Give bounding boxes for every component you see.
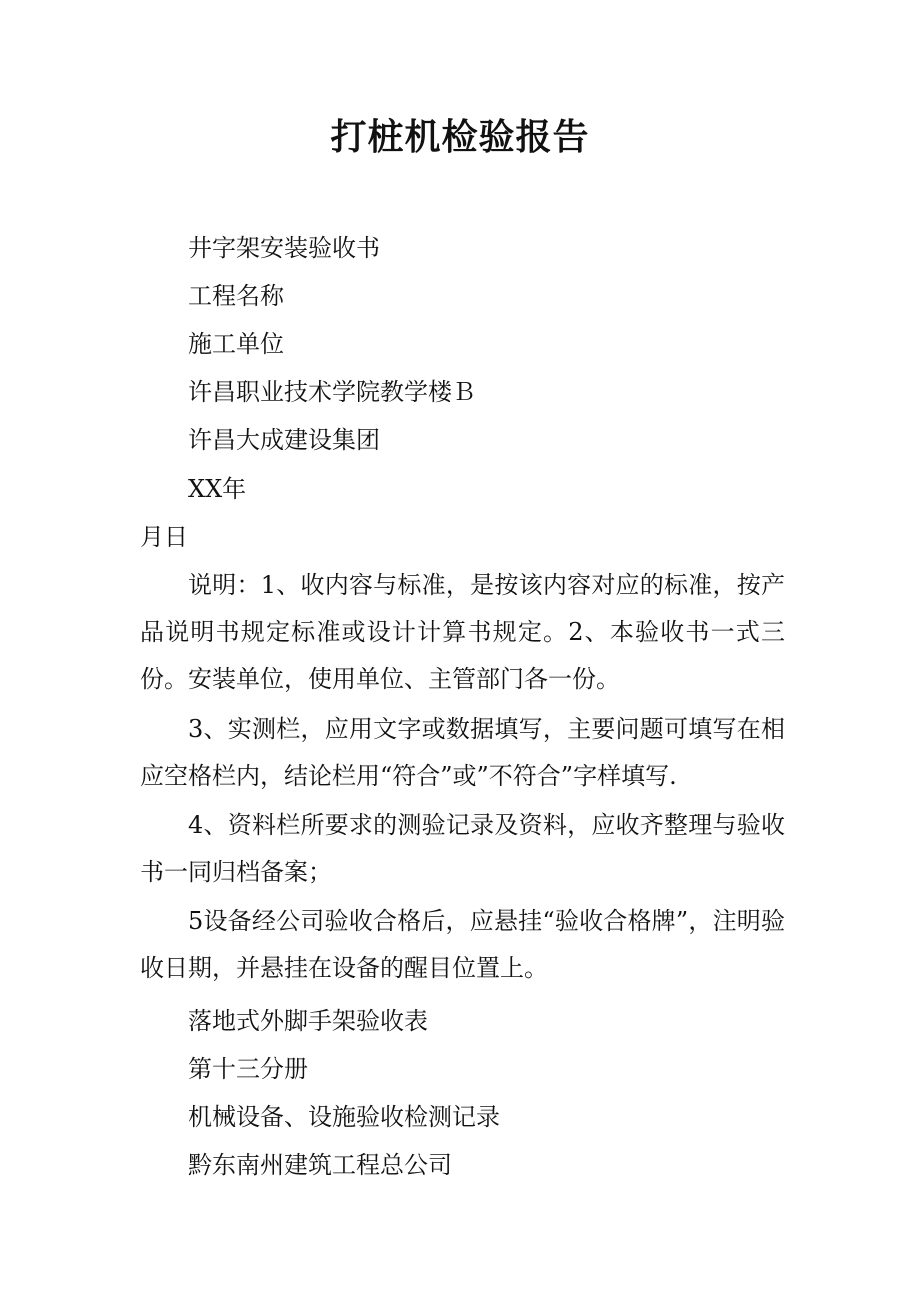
header-line-project-name: 工程名称 (188, 282, 284, 310)
footer-line-company: 黔东南州建筑工程总公司 (188, 1151, 452, 1179)
date-line: 月日 (140, 523, 188, 551)
header-line-company-value: 许昌大成建设集团 (188, 426, 380, 454)
header-line-year: XX年 (188, 475, 247, 503)
note-paragraph-5: 5设备经公司验收合格后，应悬挂“验收合格牌”，注明验收日期，并悬挂在设备的醒目位置上。 (140, 907, 785, 982)
note-paragraph-3: 3、实测栏，应用文字或数据填写，主要问题可填写在相应空格栏内，结论栏用“符合”或”不符合”字样填写. (140, 715, 785, 790)
document-title: 打桩机检验报告 (330, 116, 590, 158)
header-line-construction-unit: 施工单位 (188, 330, 284, 358)
note-paragraph-1: 说明：1、收内容与标准，是按该内容对应的标准，按产品说明书规定标准或设计计算书规定。2、本验收书一式三份。安装单位，使用单位、主管部门各一份。 (140, 571, 785, 693)
header-line-project-value: 许昌职业技术学院教学楼Ｂ (188, 378, 476, 406)
header-line-acceptance-book: 井字架安装验收书 (188, 234, 380, 262)
footer-line-volume: 第十三分册 (188, 1055, 308, 1083)
footer-line-scaffold-table: 落地式外脚手架验收表 (188, 1007, 428, 1035)
note-paragraph-4: 4、资料栏所要求的测验记录及资料，应收齐整理与验收书一同归档备案； (140, 811, 785, 886)
footer-line-inspection-record: 机械设备、设施验收检测记录 (188, 1103, 500, 1131)
